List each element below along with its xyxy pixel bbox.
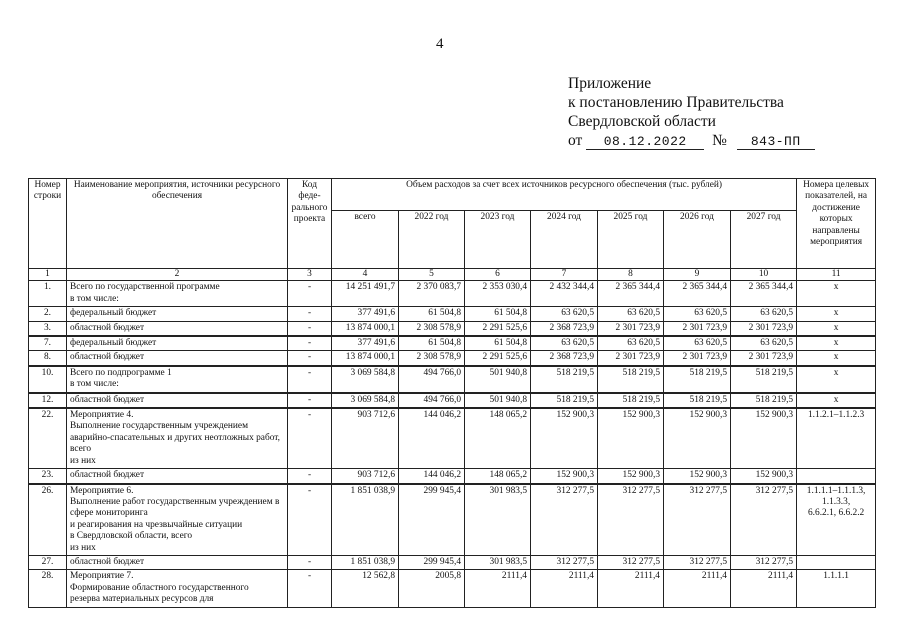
row-2026-cell: 63 620,5: [664, 307, 731, 321]
row-2022-cell: 144 046,2: [399, 469, 465, 484]
column-index-cell: 5: [399, 269, 465, 281]
row-2025-cell: 518 219,5: [598, 366, 664, 393]
row-total-cell: 903 712,6: [332, 469, 399, 484]
column-index-row: [29, 269, 876, 281]
budget-table: [28, 178, 876, 608]
row-2026-cell: 2 365 344,4: [664, 281, 731, 307]
row-2026-cell: 2111,4: [664, 570, 731, 607]
row-name-cell: федеральный бюджет: [67, 307, 288, 321]
row-2022-cell: 494 766,0: [399, 366, 465, 393]
table-row: [29, 570, 876, 607]
row-number-cell: 28.: [29, 570, 67, 607]
row-2022-cell: 299 945,4: [399, 484, 465, 556]
row-2027-cell: 2 301 723,9: [731, 321, 797, 336]
row-2026-cell: 152 900,3: [664, 408, 731, 469]
row-2023-cell: 61 504,8: [465, 307, 531, 321]
row-number-cell: 10.: [29, 366, 67, 393]
row-2022-cell: 61 504,8: [399, 307, 465, 321]
row-2027-cell: 152 900,3: [731, 469, 797, 484]
row-number-cell: 1.: [29, 281, 67, 307]
appendix-ot-label: от: [568, 132, 583, 149]
column-index-cell: 2: [67, 269, 288, 281]
header-expenses-volume: Объем расходов за счет всех источников ресурсного обеспечения (тыс. рублей): [332, 179, 797, 211]
row-2024-cell: 2 432 344,4: [531, 281, 598, 307]
column-index-cell: 1: [29, 269, 67, 281]
row-2024-cell: 312 277,5: [531, 484, 598, 556]
row-targets-cell: х: [797, 307, 876, 321]
row-code-cell: -: [288, 336, 332, 351]
row-code-cell: -: [288, 469, 332, 484]
row-2026-cell: 2 301 723,9: [664, 321, 731, 336]
row-total-cell: 377 491,6: [332, 307, 399, 321]
row-targets-cell: 1.1.1.1: [797, 570, 876, 607]
row-name-cell: Всего по подпрограмме 1 в том числе:: [67, 366, 288, 393]
row-name-cell: областной бюджет: [67, 469, 288, 484]
row-2024-cell: 518 219,5: [531, 366, 598, 393]
row-2026-cell: 312 277,5: [664, 484, 731, 556]
row-2023-cell: 501 940,8: [465, 366, 531, 393]
row-2027-cell: 518 219,5: [731, 366, 797, 393]
row-targets-cell: х: [797, 366, 876, 393]
row-2027-cell: 2 301 723,9: [731, 351, 797, 366]
column-index-cell: 11: [797, 269, 876, 281]
row-2024-cell: 152 900,3: [531, 408, 598, 469]
row-2026-cell: 518 219,5: [664, 366, 731, 393]
header-year-2025: 2025 год: [598, 211, 664, 269]
column-index-cell: 9: [664, 269, 731, 281]
table-row: [29, 336, 876, 351]
row-total-cell: 12 562,8: [332, 570, 399, 607]
row-number-cell: 26.: [29, 484, 67, 556]
row-number-cell: 7.: [29, 336, 67, 351]
row-2024-cell: 2111,4: [531, 570, 598, 607]
appendix-number: 843-ПП: [737, 134, 815, 150]
row-name-cell: областной бюджет: [67, 321, 288, 336]
header-row-number: Номер строки: [29, 179, 67, 269]
column-index-cell: 4: [332, 269, 399, 281]
appendix-resolution: к постановлению Правительства: [568, 94, 784, 111]
row-2024-cell: 63 620,5: [531, 336, 598, 351]
row-2027-cell: 312 277,5: [731, 484, 797, 556]
row-number-cell: 12.: [29, 393, 67, 408]
row-2024-cell: 312 277,5: [531, 555, 598, 569]
row-total-cell: 3 069 584,8: [332, 393, 399, 408]
appendix-block: [568, 74, 815, 150]
row-2024-cell: 2 368 723,9: [531, 321, 598, 336]
row-2023-cell: 148 065,2: [465, 469, 531, 484]
row-number-cell: 8.: [29, 351, 67, 366]
row-2022-cell: 2005,8: [399, 570, 465, 607]
row-2022-cell: 2 308 578,9: [399, 321, 465, 336]
row-2023-cell: 61 504,8: [465, 336, 531, 351]
column-index-cell: 10: [731, 269, 797, 281]
row-targets-cell: х: [797, 393, 876, 408]
table-row: [29, 555, 876, 569]
row-2022-cell: 144 046,2: [399, 408, 465, 469]
row-2024-cell: 63 620,5: [531, 307, 598, 321]
page-number: 4: [436, 36, 444, 52]
row-targets-cell: 1.1.2.1–1.1.2.3: [797, 408, 876, 469]
table-row: [29, 281, 876, 307]
row-name-cell: областной бюджет: [67, 351, 288, 366]
row-2025-cell: 312 277,5: [598, 555, 664, 569]
header-year-2022: 2022 год: [399, 211, 465, 269]
row-2026-cell: 63 620,5: [664, 336, 731, 351]
row-code-cell: -: [288, 570, 332, 607]
row-2027-cell: 518 219,5: [731, 393, 797, 408]
row-name-cell: областной бюджет: [67, 555, 288, 569]
header-target-indicators: Номера целевых показателей, на достижение которых направлены мероприятия: [797, 179, 876, 269]
row-total-cell: 377 491,6: [332, 336, 399, 351]
row-number-cell: 3.: [29, 321, 67, 336]
column-index-cell: 8: [598, 269, 664, 281]
appendix-date-number: [568, 131, 815, 150]
row-name-cell: Мероприятие 4. Выполнение государственным учреждением аварийно-спасательных и других неотложных работ, всего из них: [67, 408, 288, 469]
row-2023-cell: 2 291 525,6: [465, 321, 531, 336]
row-2026-cell: 2 301 723,9: [664, 351, 731, 366]
table-row: [29, 321, 876, 336]
header-name: Наименование мероприятия, источники ресурсного обеспечения: [67, 179, 288, 269]
row-targets-cell: [797, 555, 876, 569]
row-2022-cell: 2 308 578,9: [399, 351, 465, 366]
row-2025-cell: 63 620,5: [598, 336, 664, 351]
row-name-cell: Всего по государственной программе в том числе:: [67, 281, 288, 307]
header-year-2026: 2026 год: [664, 211, 731, 269]
table-row: [29, 469, 876, 484]
row-targets-cell: х: [797, 351, 876, 366]
appendix-number-sign: №: [712, 132, 727, 149]
row-targets-cell: х: [797, 321, 876, 336]
row-total-cell: 1 851 038,9: [332, 484, 399, 556]
row-code-cell: -: [288, 281, 332, 307]
row-2023-cell: 501 940,8: [465, 393, 531, 408]
row-code-cell: -: [288, 393, 332, 408]
row-2025-cell: 152 900,3: [598, 469, 664, 484]
row-2022-cell: 494 766,0: [399, 393, 465, 408]
row-name-cell: федеральный бюджет: [67, 336, 288, 351]
row-total-cell: 13 874 000,1: [332, 321, 399, 336]
row-total-cell: 1 851 038,9: [332, 555, 399, 569]
row-targets-cell: 1.1.1.1–1.1.1.3, 1.1.3.3, 6.6.2.1, 6.6.2.2: [797, 484, 876, 556]
row-total-cell: 13 874 000,1: [332, 351, 399, 366]
row-number-cell: 2.: [29, 307, 67, 321]
row-code-cell: -: [288, 408, 332, 469]
row-code-cell: -: [288, 351, 332, 366]
table-row: [29, 484, 876, 556]
header-total: всего: [332, 211, 399, 269]
row-2026-cell: 152 900,3: [664, 469, 731, 484]
row-name-cell: Мероприятие 7. Формирование областного государственного резерва материальных ресурсов для: [67, 570, 288, 607]
row-2024-cell: 518 219,5: [531, 393, 598, 408]
row-2022-cell: 61 504,8: [399, 336, 465, 351]
row-total-cell: 14 251 491,7: [332, 281, 399, 307]
column-index-cell: 7: [531, 269, 598, 281]
row-code-cell: -: [288, 555, 332, 569]
row-2025-cell: 2 301 723,9: [598, 351, 664, 366]
row-number-cell: 23.: [29, 469, 67, 484]
column-index-cell: 3: [288, 269, 332, 281]
header-year-2024: 2024 год: [531, 211, 598, 269]
row-2027-cell: 2111,4: [731, 570, 797, 607]
column-index-cell: 6: [465, 269, 531, 281]
appendix-title: Приложение: [568, 75, 652, 92]
row-2023-cell: 2 291 525,6: [465, 351, 531, 366]
appendix-region: Свердловской области: [568, 113, 716, 130]
row-2027-cell: 2 365 344,4: [731, 281, 797, 307]
row-number-cell: 22.: [29, 408, 67, 469]
row-2024-cell: 152 900,3: [531, 469, 598, 484]
header-year-2027: 2027 год: [731, 211, 797, 269]
row-targets-cell: х: [797, 336, 876, 351]
row-total-cell: 3 069 584,8: [332, 366, 399, 393]
row-total-cell: 903 712,6: [332, 408, 399, 469]
row-2025-cell: 518 219,5: [598, 393, 664, 408]
appendix-date: 08.12.2022: [586, 134, 704, 150]
row-2025-cell: 2 365 344,4: [598, 281, 664, 307]
row-2023-cell: 2111,4: [465, 570, 531, 607]
row-name-cell: Мероприятие 6. Выполнение работ государственным учреждением в сфере мониторинга и реагирования на чрезвычайные ситуации в Свердловской области, всего из них: [67, 484, 288, 556]
row-2023-cell: 148 065,2: [465, 408, 531, 469]
row-name-cell: областной бюджет: [67, 393, 288, 408]
row-number-cell: 27.: [29, 555, 67, 569]
table-row: [29, 366, 876, 393]
table-row: [29, 351, 876, 366]
row-2025-cell: 312 277,5: [598, 484, 664, 556]
row-2026-cell: 518 219,5: [664, 393, 731, 408]
table-row: [29, 393, 876, 408]
row-2025-cell: 63 620,5: [598, 307, 664, 321]
row-2025-cell: 152 900,3: [598, 408, 664, 469]
row-targets-cell: х: [797, 281, 876, 307]
header-year-2023: 2023 год: [465, 211, 531, 269]
row-2022-cell: 2 370 083,7: [399, 281, 465, 307]
row-code-cell: -: [288, 366, 332, 393]
row-code-cell: -: [288, 321, 332, 336]
row-2027-cell: 63 620,5: [731, 336, 797, 351]
row-2023-cell: 2 353 030,4: [465, 281, 531, 307]
row-2027-cell: 152 900,3: [731, 408, 797, 469]
row-2027-cell: 312 277,5: [731, 555, 797, 569]
row-2023-cell: 301 983,5: [465, 555, 531, 569]
row-2025-cell: 2111,4: [598, 570, 664, 607]
row-code-cell: -: [288, 307, 332, 321]
row-2026-cell: 312 277,5: [664, 555, 731, 569]
row-2024-cell: 2 368 723,9: [531, 351, 598, 366]
row-targets-cell: [797, 469, 876, 484]
header-federal-project-code: Код феде-рального проекта: [288, 179, 332, 269]
row-2022-cell: 299 945,4: [399, 555, 465, 569]
row-2025-cell: 2 301 723,9: [598, 321, 664, 336]
row-code-cell: -: [288, 484, 332, 556]
table-row: [29, 408, 876, 469]
row-2027-cell: 63 620,5: [731, 307, 797, 321]
table-row: [29, 307, 876, 321]
row-2023-cell: 301 983,5: [465, 484, 531, 556]
